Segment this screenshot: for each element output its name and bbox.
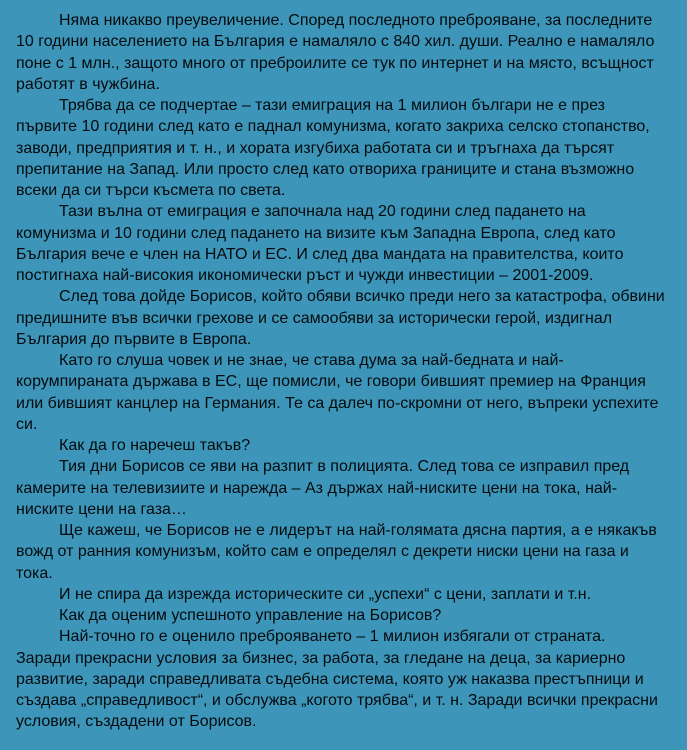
paragraph: Ще кажеш, че Борисов не е лидерът на най-голямата дясна партия, а е някакъв вожд от ранния комунизъм, който сам е определял с декрети ниски цени на газа и тока.: [16, 522, 657, 582]
paragraph: Тази вълна от емиграция е започнала над 20 години след падането на комунизма и 10 години след падането на визите към Западна Европа, след като България вече е член на НАТО и ЕС. И след два мандата на правителства, които постигнаха най-високия икономически ръст и чужди инвестиции – 2001-2009.: [16, 203, 624, 284]
paragraph: И не спира да изрежда историческите си „успехи“ с цени, заплати и т.н.: [59, 585, 592, 603]
paragraph: Като го слуша човек и не знае, че става дума за най-бедната и най-корумпираната държава в ЕС, ще помисли, че говори бившият премиер на Франция или бившият канцлер на Германия. Те са далеч по-скромни от него, въпреки успехите си.: [16, 352, 659, 433]
paragraph: Няма никакво преувеличение. Според последното преброяване, за последните 10 години населението на България е намаляло с 840 хил. души. Реално е намаляло поне с 1 млн., защото много от преброилите се тук по интернет и на място, всъщност работят в чужбина.: [16, 12, 655, 93]
paragraph: Заради прекрасни условия за бизнес, за работа, за гледане на деца, за кариерно развитие, заради справедливата съдебна система, която уж наказва престъпници и създава „справедливост“, и обслужва „когото трябва“, и т. н. Заради всички прекрасни условия, създадени от Борисов.: [16, 649, 658, 731]
paragraph: Най-точно го е оценило преброяването – 1 милион избягали от страната.: [59, 628, 606, 646]
paragraph: Как да оценим успешното управление на Борисов?: [59, 607, 442, 624]
paragraph: Трябва да се подчертае – тази емиграция на 1 милион българи не е през първите 10 години след като е паднал комунизма, когато закриха селско стопанство, заводи, предприятия и т. н., и хората изгубиха работата си и тръгнаха да търсят препитание на Запад. Или просто след като отвориха границите и стана възможно всеки да си търси късмета по света.: [16, 97, 650, 199]
paragraph: Тия дни Борисов се яви на разпит в полицията. След това се изправил пред камерите на телевизиите и нарежда – Аз държах най-ниските цени на тока, най-ниските цени на газа…: [16, 458, 630, 518]
paragraph: Как да го наречеш такъв?: [59, 437, 251, 454]
paragraph: След това дойде Борисов, който обяви всичко преди него за катастрофа, обвини предишните във всички грехове и се самообяви за исторически герой, издигнал България до първите в Европа.: [16, 288, 665, 348]
